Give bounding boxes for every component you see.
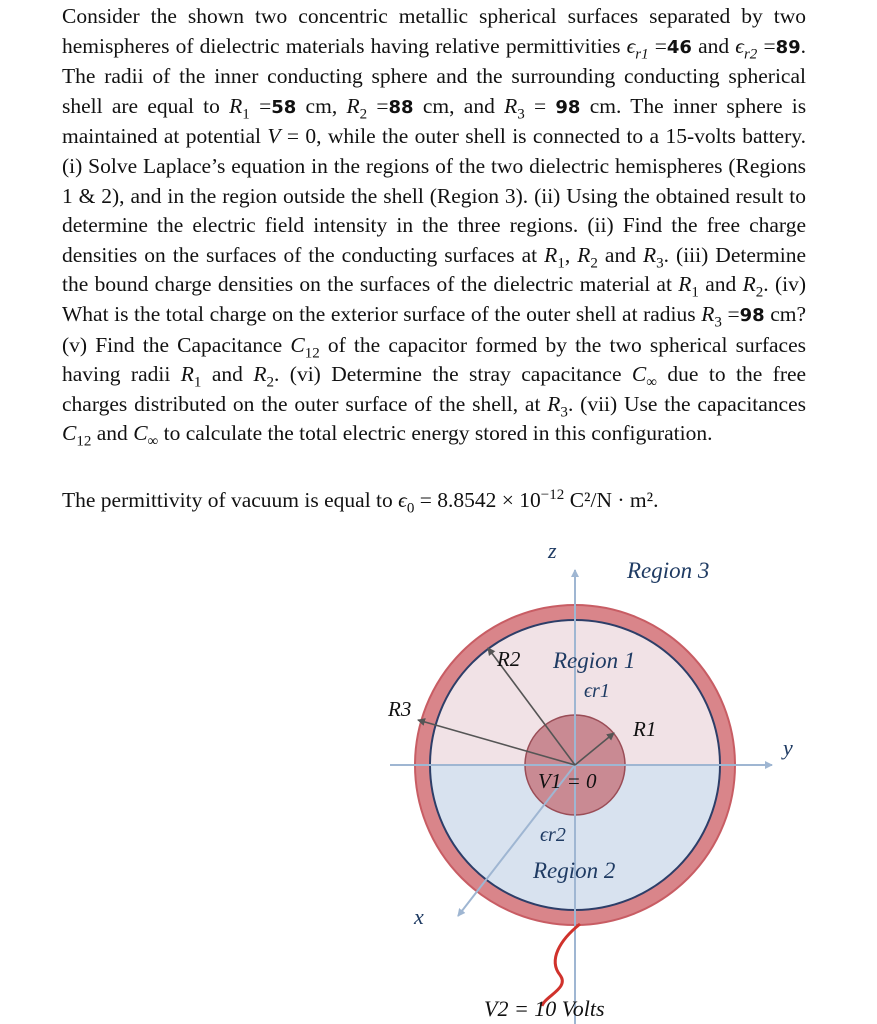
- v2-label: V2 = 10 Volts: [484, 996, 605, 1021]
- r2-label: R2: [497, 647, 521, 671]
- part-v: (v) Find the Capacitance: [62, 332, 283, 357]
- axis-y-label: y: [783, 735, 793, 760]
- v1-label: V1 = 0: [538, 769, 597, 793]
- eps-r2-label: ϵr2: [540, 824, 566, 846]
- eps-r2-symbol: $\epsilon_{r2}$: [735, 33, 758, 62]
- part-vii: (vii) Use the capacitances: [580, 391, 807, 416]
- r1-label: R1: [633, 717, 657, 741]
- region1-label: Region 1: [553, 648, 636, 673]
- part-iii: (iii) Determine the bound charge densities on the surfaces of the dielectric material at: [62, 242, 807, 297]
- intro-text: Consider the shown two concentric metallic spherical surfaces separated by two hemispheres of dielectric materials having relative permittivities: [62, 4, 806, 58]
- eps-r1-value: 46: [666, 36, 692, 58]
- part-i: (i) Solve Laplace’s equation in the regions of the two dielectric hemispheres (Regions 1 & 2), and in the region outside the shell (Region 3).: [62, 153, 806, 208]
- r3-value: 98: [555, 96, 581, 118]
- region3-label: Region 3: [627, 558, 710, 583]
- permittivity-line: The permittivity of vacuum is equal to $\epsilon_0 = 8.8542 \times 10^{-12}$ C²/N · m².: [62, 486, 659, 517]
- sphere-diagram: [0, 520, 877, 1024]
- problem-statement: Consider the shown two concentric metallic spherical surfaces separated by two hemispheres of dielectric materials having relative permittivities $\epsilon_{r1} =46$ and $\epsilon_{r2} =89$. The radii of the inner conducting sphere and the surrounding conducting spherical shell are equal to $R_1 =58$ cm, $R_2 =88$ cm, and $R_3 = 98$ cm. The inner sphere is maintained at potential V = 0, while the outer shell is connected to a 15-volts battery. (i) Solve Laplace’s equation in the regions of the two dielectric hemispheres (Regions 1 & 2), and in the region outside the shell (Region 3). (ii) Using the obtained result to determine the electric field intensity in the three regions. (ii) Find the free charge densities on the surfaces of the conducting surfaces at $R_1$, $R_2$ and $R_3$. (iii) Determine the bound charge densities on the surfaces of the dielectric material at $R_1$ and $R_2$. (iv) What is the total charge on the exterior surface of the outer shell at radius $R_3 =98$ cm? (v) Find the Capacitance $C_{12}$ of the capacitor formed by the two spherical surfaces having radii $R_1$ and $R_2$. (vi) Determine the stray capacitance $C_\infty$ due to the free charges distributed on the outer surface of the shell, at $R_3$. (vii) Use the capacitances $C_{12}$ and $C_\infty$ to calculate the total electric energy stored in this configuration.: [62, 4, 807, 450]
- region2-label: Region 2: [533, 858, 616, 883]
- part-iv: (iv) What is the total charge on the exterior surface of the outer shell at radius: [62, 272, 807, 326]
- axis-z-label: z: [548, 538, 557, 563]
- eps-r2-value: 89: [775, 36, 801, 58]
- r1-value: 58: [271, 96, 297, 118]
- r3-label: R3: [388, 697, 412, 721]
- r2-value: 88: [388, 96, 414, 118]
- eps-r1-label: ϵr1: [584, 680, 610, 702]
- eps-r1-symbol: $\epsilon_{r1}$: [626, 33, 649, 62]
- part-ii-a: (ii) Using the obtained result to determine the electric field intensity in the three regions.: [62, 183, 807, 238]
- axis-x-label: x: [414, 904, 424, 929]
- part-ii-b: (ii) Find the free charge densities on the surfaces of the conducting surfaces at: [62, 213, 806, 267]
- part-vi: (vi) Determine the stray capacitance: [289, 362, 622, 387]
